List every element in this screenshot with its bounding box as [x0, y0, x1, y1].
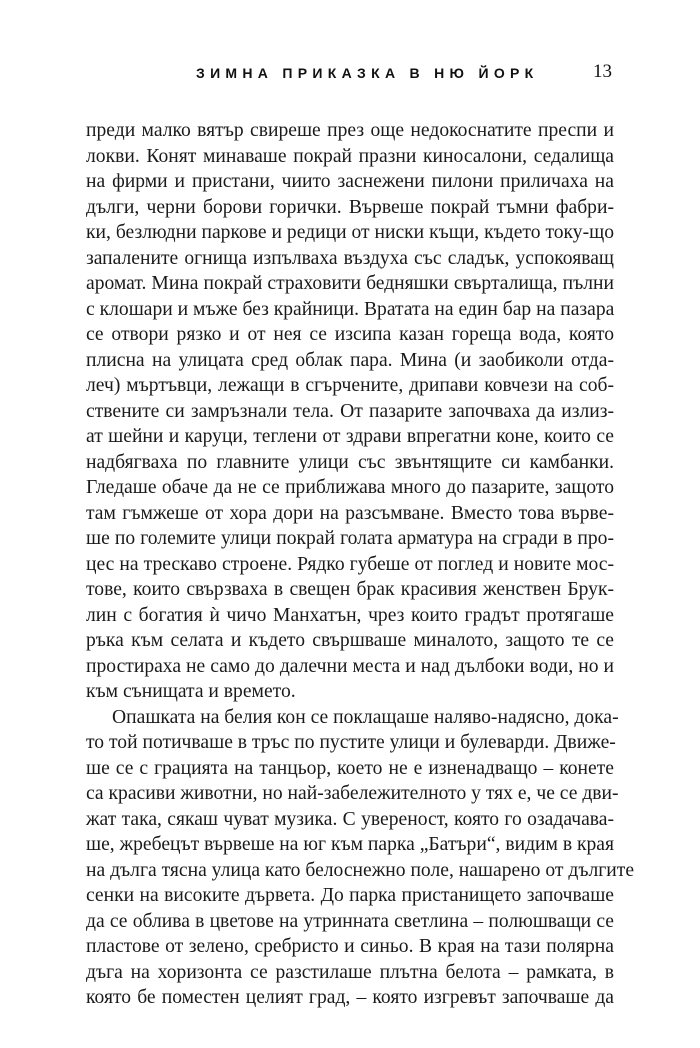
text-line: лин с богатия ѝ чичо Манхатън, чрез които градът протягаше: [86, 604, 614, 626]
body-text: [86, 118, 635, 1011]
text-line: са красиви животни, но най-забележителното у тях е, че се дви-: [86, 783, 619, 804]
text-line: локви. Конят минаваше покрай празни киносалони, седалища: [86, 145, 614, 167]
text-line: плисна на улицата сред облак пара. Мина (и заобиколи отда-: [86, 349, 614, 371]
text-line: тове, които свързваха в свещен брак красивия женствен Брук-: [86, 579, 614, 600]
text-line: която бе поместен целият град, – която изгревът започваше да: [86, 987, 614, 1008]
text-line: да се облива в цветове на утринната светлина – полюшващи се: [86, 910, 614, 932]
text-line: се отвори рязко и от нея се изсипа казан гореща вода, която: [86, 324, 614, 345]
text-line: там гъмжеше от хора дори на разсъмване. Вместо това вървe-: [86, 502, 614, 524]
text-line: Гледаше обаче да не се приближава много до пазарите, защото: [86, 477, 614, 498]
text-line: жат така, сякаш чуват музика. С увереност, която го озадачава-: [86, 808, 614, 830]
text-line: с клошари и мъже без крайници. Вратата на един бар на пазара: [86, 298, 615, 320]
text-line: ат шейни и каруци, теглени от здрави впрегатни коне, които се: [86, 426, 614, 447]
text-line: ствените си замръзнали тела. От пазарите започваха да излиз-: [86, 400, 614, 422]
running-header: [0, 63, 700, 87]
text-line: преди малко вятър свиреше през още недокоснатите преспи и: [86, 120, 614, 141]
page-number: 13: [593, 61, 612, 82]
text-line: запалените огнища изпълваха въздуха със сладък, успокояващ: [86, 247, 614, 269]
text-line: цес на трескаво строене. Рядко губеше от поглед и новите мос-: [86, 553, 614, 575]
text-line: пластове от зелено, сребристо и синьо. В края на тази полярна: [86, 936, 614, 957]
text-line: простираха не само до далечни места и над дълбоки води, но и: [86, 655, 614, 677]
text-line: дъга на хоризонта се разстилаше плътна белота – рамката, в: [86, 961, 614, 983]
paragraph: [86, 118, 614, 705]
paragraph: [86, 705, 635, 1011]
text-line: ръка към селата и където свършваше миналото, защото те се: [86, 630, 614, 651]
text-line: аромат. Мина покрай страховити бедняшки свърталища, пълни: [86, 273, 614, 294]
running-title: ЗИМНА ПРИКАЗКА В НЮ ЙОРК: [196, 65, 539, 81]
text-line: на дълга тясна улица като белоснежно поле, нашарено от дългите: [86, 859, 635, 881]
text-line: надбягваха по главните улици със звънтящите си камбанки.: [86, 451, 614, 473]
text-line: ше се с грацията на танцьор, което не е изненадващо – конете: [86, 757, 614, 779]
text-line: дълги, черни борови горички. Вървеше покрай тъмни фабри-: [86, 196, 614, 218]
text-line: сенки на високите дървета. До парка пристанището започваше: [86, 885, 614, 906]
text-line: ше по големите улици покрай голата арматура на сгради в про-: [86, 528, 614, 549]
text-line: към сънищата и времето.: [86, 681, 296, 702]
text-line: ки, безлюдни паркове и редици от ниски къщи, където току-що: [86, 222, 614, 243]
text-line: то той потичваше в тръс по пустите улици и булеварди. Движе-: [86, 732, 616, 753]
text-line: Опашката на белия кон се поклащаше наляво-надясно, дока-: [112, 706, 619, 728]
text-line: леч) мъртъвци, лежащи в сгърчените, дрипави ковчези на соб-: [86, 375, 614, 396]
text-line: ше, жребецът вървеше на юг към парка „Батъри“, видим в края: [86, 834, 614, 855]
text-line: на фирми и пристани, чиито заснежени пилони приличаха на: [86, 171, 614, 192]
